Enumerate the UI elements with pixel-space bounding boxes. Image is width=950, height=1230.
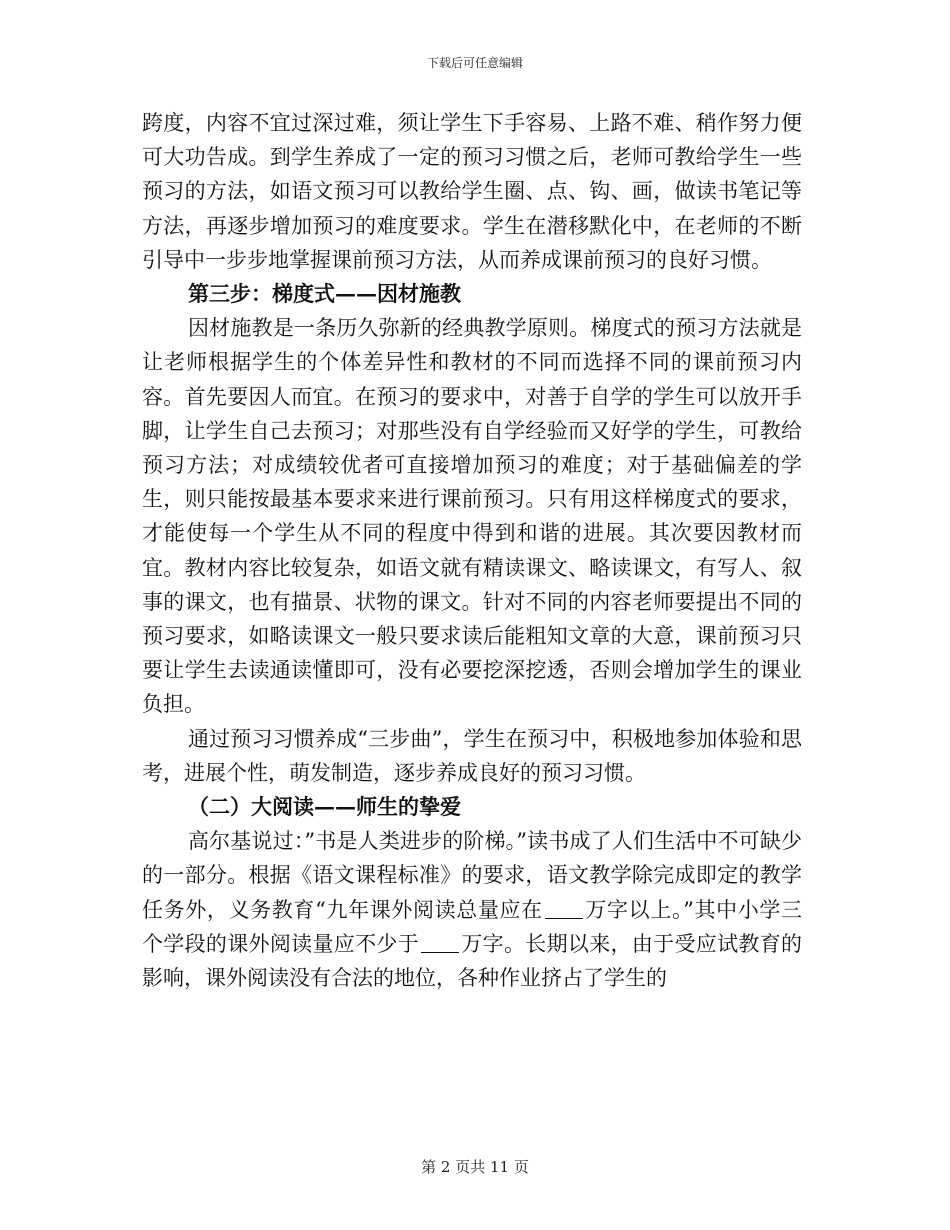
section-heading: 第三步：梯度式——因材施教 <box>188 281 461 307</box>
paragraph: 跨度，内容不宜过深过难，须让学生下手容易、上路不难、稍作努力便可大功告成。到学生养成了一定的预习习惯之后，老师可教给学生一些预习的方法，如语文预习可以教给学生圈、点、钩、画，做读书笔记等方法，再逐步增加预习的难度要求。学生在潜移默化中，在老师的不断引导中一步步地掌握课前预习方法，从而养成课前预习的良好习惯。 <box>142 111 802 272</box>
paragraph-text: 万字。长期以来，由于受应试教育的影响，课外阅读没有合法的地位，各种作业挤占了学生的 <box>142 931 803 991</box>
page-header: 下载后可任意编辑 <box>426 56 523 70</box>
paragraph <box>142 824 802 995</box>
paragraph-text: 高尔基说过：”书是人类进步的阶梯。”读书成了人们生活中不可缺少的一部分。根据《语文课程标准》的要求，语文教学除完成即定的教学任务外，义务教育“九年课外阅读总量应在 <box>142 829 802 922</box>
paragraph: 通过预习习惯养成“三步曲”，学生在预习中，积极地参加体验和思考，进展个性，萌发制造，逐步养成良好的预习习惯。 <box>142 726 802 785</box>
fill-in-blank <box>421 934 459 953</box>
document-body <box>142 106 802 995</box>
paragraph: 因材施教是一条历久弥新的经典教学原则。梯度式的预习方法就是让老师根据学生的个体差异性和教材的不同而选择不同的课前预习内容。首先要因人而宜。在预习的要求中，对善于自学的学生可以放开手脚，让学生自己去预习；对那些没有自学经验而又好学的学生，可教给预习方法；对成绩较优者可直接增加预习的难度；对于基础偏差的学生，则只能按最基本要求来进行课前预习。只有用这样梯度式的要求，才能使每一个学生从不同的程度中得到和谐的进展。其次要因教材而宜。教材内容比较复杂，如语文就有精读课文、略读课文，有写人、叙事的课文，也有描景、状物的课文。针对不同的内容老师要提出不同的预习要求，如略读课文一般只要求读后能粗知文章的大意，课前预习只要让学生去读通读懂即可，没有必要挖深挖透，否则会增加学生的课业负担。 <box>142 316 802 717</box>
page-footer: 第 2 页共 11 页 <box>421 1158 529 1176</box>
section-heading: （二）大阅读——师生的挚爱 <box>188 794 461 820</box>
paragraph-text: 万字以上。”其中小学三个学段的课外阅读量应不少于 <box>142 897 802 956</box>
fill-in-blank <box>545 900 583 919</box>
